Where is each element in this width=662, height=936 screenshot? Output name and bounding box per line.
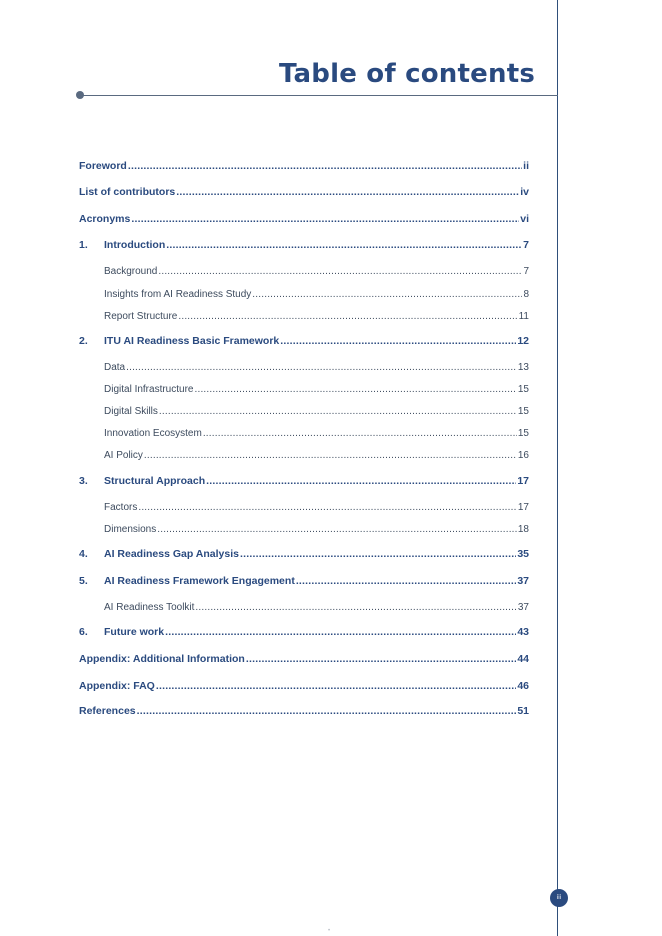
toc-dot-leader — [252, 286, 522, 303]
toc-entry-page: 7 — [523, 266, 529, 277]
toc-entry-page: 16 — [517, 450, 529, 461]
toc-dot-leader — [194, 381, 516, 398]
toc-dot-leader — [137, 703, 517, 720]
toc-entry[interactable] — [79, 521, 529, 538]
toc-entry-number: 4. — [79, 548, 88, 560]
toc-dot-leader — [203, 425, 517, 442]
toc-entry-page: 11 — [518, 311, 529, 322]
toc-entry[interactable] — [79, 381, 529, 398]
toc-entry-label: Acronyms — [79, 213, 131, 225]
toc-dot-leader — [195, 599, 516, 616]
toc-entry-page: 46 — [517, 680, 529, 692]
toc-entry-label: AI Readiness Framework Engagement — [104, 575, 295, 587]
toc-entry-page: 37 — [517, 602, 529, 613]
toc-entry[interactable] — [79, 308, 529, 325]
toc-entry[interactable] — [79, 678, 529, 695]
toc-entry[interactable] — [79, 359, 529, 376]
toc-entry-label: List of contributors — [79, 186, 176, 198]
toc-dot-leader — [131, 211, 519, 228]
toc-entry-page: 8 — [523, 289, 529, 300]
toc-entry[interactable] — [79, 184, 529, 201]
toc-entry[interactable] — [79, 333, 529, 350]
toc-entry-label: Innovation Ecosystem — [104, 428, 202, 439]
toc-entry-number: 1. — [79, 239, 88, 251]
toc-dot-leader — [296, 573, 517, 590]
toc-dot-leader — [178, 308, 517, 325]
toc-entry-label: Digital Skills — [104, 406, 158, 417]
toc-entry-page: 13 — [517, 362, 529, 373]
title-rule — [80, 95, 558, 96]
toc-entry-number: 3. — [79, 475, 88, 487]
toc-dot-leader — [128, 158, 522, 175]
toc-entry-page: 15 — [517, 406, 529, 417]
toc-entry[interactable] — [79, 286, 529, 303]
footer-mark: • — [328, 928, 331, 934]
toc-entry[interactable] — [79, 211, 529, 228]
toc-dot-leader — [206, 473, 516, 490]
toc-dot-leader — [138, 499, 517, 516]
toc-entry[interactable] — [79, 403, 529, 420]
toc-entry-page: 37 — [517, 575, 529, 587]
toc-entry-label: Foreword — [79, 160, 127, 172]
toc-entry-label: Dimensions — [104, 524, 157, 535]
toc-entry-label: ITU AI Readiness Basic Framework — [104, 335, 280, 347]
toc-dot-leader — [159, 403, 517, 420]
toc-entry-page: 15 — [517, 428, 529, 439]
toc-entry-number: 6. — [79, 626, 88, 638]
toc-entry-page: 43 — [517, 626, 529, 638]
toc-dot-leader — [246, 651, 516, 668]
toc-entry[interactable] — [79, 237, 529, 254]
toc-entry-label: AI Readiness Gap Analysis — [104, 548, 239, 560]
toc-entry-page: iv — [520, 186, 529, 198]
toc-entry[interactable] — [79, 651, 529, 668]
toc-entry[interactable] — [79, 624, 529, 641]
toc-entry-label: Introduction — [104, 239, 166, 251]
page-title: Table of contents — [278, 59, 535, 89]
toc-entry-label: References — [79, 705, 136, 717]
toc-dot-leader — [165, 624, 516, 641]
toc-entry[interactable] — [79, 573, 529, 590]
toc-entry-page: vi — [520, 213, 529, 225]
toc-entry-label: Future work — [104, 626, 165, 638]
toc-dot-leader — [176, 184, 519, 201]
toc-entry-page: 15 — [517, 384, 529, 395]
page-number-badge: iii — [550, 889, 568, 907]
toc-entry-label: Digital Infrastructure — [104, 384, 194, 395]
toc-dot-leader — [156, 678, 516, 695]
toc-entry[interactable] — [79, 703, 529, 720]
toc-entry-number: 2. — [79, 335, 88, 347]
toc-entry-label: Background — [104, 266, 158, 277]
page-right-rule — [557, 0, 558, 936]
toc-entry-label: AI Readiness Toolkit — [104, 602, 195, 613]
toc-entry-page: 7 — [523, 239, 529, 251]
toc-entry-label: Factors — [104, 502, 138, 513]
toc-dot-leader — [126, 359, 517, 376]
toc-entry-label: Appendix: FAQ — [79, 680, 155, 692]
toc-entry-label: AI Policy — [104, 450, 143, 461]
toc-dot-leader — [157, 521, 517, 538]
toc-dot-leader — [280, 333, 516, 350]
toc-entry-page: 35 — [517, 548, 529, 560]
toc-entry-label: Report Structure — [104, 311, 178, 322]
toc-entry-label: Structural Approach — [104, 475, 206, 487]
toc-dot-leader — [166, 237, 522, 254]
toc-entry[interactable] — [79, 546, 529, 563]
toc-entry-label: Data — [104, 362, 126, 373]
toc-entry-page: 51 — [517, 705, 529, 717]
toc-entry-page: 12 — [517, 335, 529, 347]
toc-entry-label: Appendix: Additional Information — [79, 653, 245, 665]
toc-entry[interactable] — [79, 447, 529, 464]
toc-entry[interactable] — [79, 473, 529, 490]
toc-entry-number: 5. — [79, 575, 88, 587]
toc-entry[interactable] — [79, 425, 529, 442]
toc-entry[interactable] — [79, 599, 529, 616]
toc-entry-page: ii — [523, 160, 529, 172]
toc-entry-label: Insights from AI Readiness Study — [104, 289, 252, 300]
toc-entry[interactable] — [79, 263, 529, 280]
toc-entry-page: 44 — [517, 653, 529, 665]
toc-entry-page: 17 — [517, 475, 529, 487]
toc-dot-leader — [240, 546, 516, 563]
toc-entry[interactable] — [79, 158, 529, 175]
toc-entry[interactable] — [79, 499, 529, 516]
toc-dot-leader — [144, 447, 517, 464]
toc-entry-page: 18 — [517, 524, 529, 535]
toc-entry-page: 17 — [517, 502, 529, 513]
toc-dot-leader — [158, 263, 522, 280]
